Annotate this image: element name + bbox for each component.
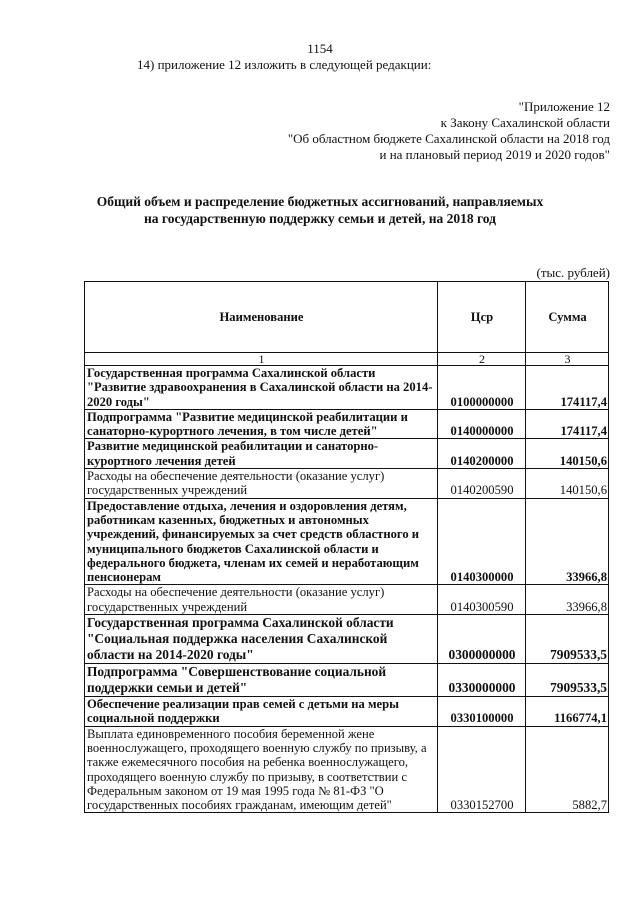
row-code: 0140300590 [438, 585, 526, 615]
row-name: Развитие медицинской реабилитации и санаторно-курортного лечения детей [85, 439, 438, 469]
column-number: 2 [438, 353, 526, 366]
row-amount: 33966,8 [526, 498, 609, 585]
row-amount: 5882,7 [526, 726, 609, 813]
table-row [85, 409, 609, 439]
row-code: 0100000000 [438, 366, 526, 410]
row-amount: 1166774,1 [526, 697, 609, 727]
table-row [85, 366, 609, 410]
table-row [85, 664, 609, 697]
table-row [85, 726, 609, 813]
row-code: 0140000000 [438, 409, 526, 439]
header-code: Цср [438, 282, 526, 353]
row-amount: 7909533,5 [526, 615, 609, 664]
row-amount: 174117,4 [526, 366, 609, 410]
row-code: 0140200000 [438, 439, 526, 469]
row-code: 0330100000 [438, 697, 526, 727]
row-code: 0330000000 [438, 664, 526, 697]
row-name: Подпрограмма "Совершенствование социальной поддержки семьи и детей" [85, 664, 438, 697]
column-number: 1 [85, 353, 438, 366]
row-amount: 7909533,5 [526, 664, 609, 697]
row-name: Государственная программа Сахалинской области "Социальная поддержка населения Сахалинской области на 2014-2020 годы" [85, 615, 438, 664]
row-name: Расходы на обеспечение деятельности (оказание услуг) государственных учреждений [85, 469, 438, 499]
table-row [85, 498, 609, 585]
appendix-line: к Закону Сахалинской области [440, 115, 610, 130]
header-amount: Сумма [526, 282, 609, 353]
table-body [85, 366, 609, 813]
column-number: 3 [526, 353, 609, 366]
row-name: Подпрограмма "Развитие медицинской реабилитации и санаторно-курортного лечения, в том числе детей" [85, 409, 438, 439]
row-code: 0140200590 [438, 469, 526, 499]
row-name: Выплата единовременного пособия беременной жене военнослужащего, проходящего военную службу по призыву, а также ежемесячного пособия на ребенка военнослужащего, проходящего военную службу по призыву, в соответствии с Федеральным законом от 19 мая 1995 года № 81-ФЗ "О государственных пособиях гражданам, имеющим детей" [85, 726, 438, 813]
row-code: 0300000000 [438, 615, 526, 664]
row-amount: 33966,8 [526, 585, 609, 615]
row-name: Обеспечение реализации прав семей с детьми на меры социальной поддержки [85, 697, 438, 727]
title-line: на государственную поддержку семьи и детей, на 2018 год [144, 211, 496, 226]
budget-table [84, 281, 609, 813]
title-line: Общий объем и распределение бюджетных ассигнований, направляемых [96, 194, 544, 209]
table-row [85, 469, 609, 499]
intro-text: 14) приложение 12 изложить в следующей редакции: [137, 57, 432, 72]
row-name: Предоставление отдыха, лечения и оздоровления детям, работникам казенных, бюджетных и автономных учреждений, финансируемых за счет средств областного и муниципального бюджетов Сахалинской области и федерального бюджета, членам их семей и неработающим пенсионерам [85, 498, 438, 585]
row-name: Государственная программа Сахалинской области "Развитие здравоохранения в Сахалинской области на 2014-2020 годы" [85, 366, 438, 410]
appendix-line: и на плановый период 2019 и 2020 годов" [379, 147, 610, 162]
table-header-row [85, 282, 609, 353]
appendix-line: "Приложение 12 [518, 99, 610, 114]
row-amount: 140150,6 [526, 439, 609, 469]
table-row [85, 697, 609, 727]
row-amount: 140150,6 [526, 469, 609, 499]
header-name: Наименование [85, 282, 438, 353]
table-row [85, 615, 609, 664]
page-number: 1154 [307, 41, 333, 56]
document-title [0, 193, 640, 227]
row-name: Расходы на обеспечение деятельности (оказание услуг) государственных учреждений [85, 585, 438, 615]
units-label: (тыс. рублей) [536, 265, 610, 280]
appendix-line: "Об областном бюджете Сахалинской области на 2018 год [287, 131, 610, 146]
row-code: 0140300000 [438, 498, 526, 585]
row-amount: 174117,4 [526, 409, 609, 439]
table-row [85, 439, 609, 469]
appendix-reference [288, 99, 610, 163]
table-row [85, 585, 609, 615]
row-code: 0330152700 [438, 726, 526, 813]
column-number-row [85, 353, 609, 366]
